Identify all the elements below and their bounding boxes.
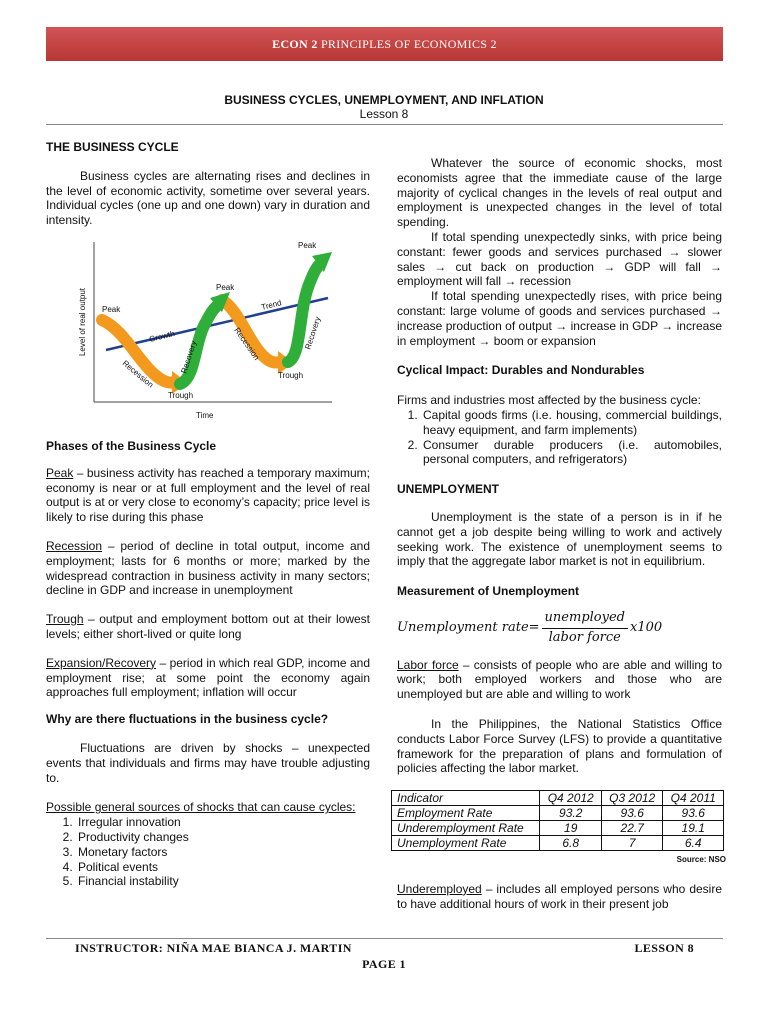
underemployed-definition: Underemployed – includes all employed persons who desire to have additional hours of work in their present job — [397, 881, 722, 911]
growth-label: Growth — [148, 328, 176, 344]
list-item: 3. Monetary factors — [76, 845, 370, 860]
spending-rises-paragraph: If total spending unexpectedly rises, with price being constant: large volume of goods and services purchased → increase production of output → increase in GDP → increase in employment → boom or expansion — [397, 289, 722, 348]
list-item: 1. Capital goods firms (i.e. housing, commercial buildings, heavy equipment, and farm implements) — [421, 408, 722, 438]
recession-label-1: Recession — [120, 358, 156, 390]
course-code: ECON 2 — [272, 37, 318, 51]
table-cell: 93.6 — [663, 806, 724, 821]
formula-lhs: Unemployment rate — [397, 619, 529, 635]
fluctuations-heading: Why are there fluctuations in the business cycle? — [46, 712, 329, 727]
fluctuations-paragraph: Fluctuations are driven by shocks – unexpected events that individuals and firms may have trouble adjusting to. — [46, 740, 370, 785]
lesson-label: Lesson 8 — [359, 107, 409, 121]
peak-definition: Peak – business activity has reached a temporary maximum; economy is near or at full employment and the level of real output is at or very close to economy’s capacity; price level is likely to rise during this phase — [46, 465, 370, 525]
recession-label-2: Recession — [232, 325, 262, 362]
shock-sources-list — [46, 815, 370, 889]
labor-force-table — [391, 790, 724, 851]
left-column — [46, 140, 370, 889]
underemployed-term: Underemployed — [397, 881, 482, 896]
table-cell: 19.1 — [663, 821, 724, 836]
trough-term: Trough — [46, 612, 84, 627]
labor-force-term: Labor force — [397, 657, 459, 672]
recession-definition: Recession – period of decline in total output, income and employment; lasts for 6 months or more; marked by the widespread contraction in business activity in many sectors; decline in GDP and increase in unemployment — [46, 538, 370, 598]
table-cell: 93.2 — [540, 806, 601, 821]
formula-fraction — [542, 611, 628, 646]
table-header-cell: Q4 2011 — [663, 791, 724, 806]
spending-sinks-paragraph: If total spending unexpectedly sinks, with price being constant: fewer goods and services purchased → slower sales → cut back on production → GDP will fall → employment will fall → recession — [397, 229, 722, 289]
footer-lesson: LESSON 8 — [634, 941, 694, 955]
trend-label: Trend — [260, 298, 283, 312]
unemployment-paragraph: Unemployment is the state of a person is in if he cannot get a job despite being willing to work and actively seeking work. The existence of unemployment seems to imply that the aggregate labor market is not in equilibrium. — [397, 509, 722, 569]
table-header-cell: Q4 2012 — [540, 791, 601, 806]
expansion-definition: Expansion/Recovery – period in which real GDP, income and employment rise; at some point the economy again approaches full employment; inflation will occur — [46, 655, 370, 700]
formula-denominator: labor force — [548, 629, 621, 645]
list-item: 2. Consumer durable producers (i.e. automobiles, personal computers, and refrigerators) — [421, 438, 722, 468]
title-rule — [46, 124, 723, 125]
unemployment-rate-formula: Unemployment rate = $\frac{\text{unemployed}}{\text{labor force}}$ x100 — [397, 609, 663, 645]
table-row — [392, 836, 724, 851]
table-cell: 93.6 — [601, 806, 662, 821]
table-cell: Employment Rate — [392, 806, 540, 821]
table-cell: 6.4 — [663, 836, 724, 851]
recovery-label-1: Recovery — [179, 339, 199, 375]
peak-label-2: Peak — [216, 282, 235, 292]
peak-term: Peak — [46, 465, 74, 480]
right-column — [397, 156, 726, 911]
measurement-heading: Measurement of Unemployment — [397, 584, 580, 599]
expansion-term: Expansion/Recovery — [46, 655, 157, 670]
table-cell: Underemployment Rate — [392, 821, 540, 836]
course-name: PRINCIPLES OF ECONOMICS 2 — [320, 37, 497, 51]
table-row — [392, 806, 724, 821]
formula-numerator: unemployed — [542, 611, 628, 629]
chart-ylabel: Level of real output — [78, 287, 87, 357]
cyclical-impact-intro: Firms and industries most affected by the business cycle: — [397, 393, 701, 408]
table-header-cell: Indicator — [392, 791, 540, 806]
lfs-paragraph: In the Philippines, the National Statistics Office conducts Labor Force Survey (LFS) to provide a quantitative framework for the preparation of plans and formulation of policies affecting the labor market. — [397, 716, 722, 776]
unemployment-heading: UNEMPLOYMENT — [397, 482, 499, 497]
list-item: 2. Productivity changes — [76, 830, 370, 845]
chart-xlabel: Time — [196, 410, 214, 420]
business-cycle-intro: Business cycles are alternating rises and declines in the level of economic activity, sometime over several years. Individual cycles (one up and one down) vary in duration and intensity. — [46, 168, 370, 228]
peak-label-1: Peak — [102, 304, 121, 314]
table-source: Source: NSO — [676, 855, 726, 865]
recession-term: Recession — [46, 538, 103, 553]
trough-label-2: Trough — [278, 370, 304, 380]
trough-label-1: Trough — [168, 390, 194, 400]
list-item: 1. Irregular innovation — [76, 815, 370, 830]
trough-definition: Trough – output and employment bottom out at their lowest levels; either short-lived or quite long — [46, 612, 370, 641]
peak-label-3: Peak — [298, 240, 317, 250]
table-cell: 7 — [601, 836, 662, 851]
cyclical-impact-heading: Cyclical Impact: Durables and Nondurables — [397, 363, 645, 378]
table-cell: 6.8 — [540, 836, 601, 851]
cyclical-impact-list — [397, 408, 722, 467]
business-cycle-chart — [76, 238, 334, 424]
list-item: 4. Political events — [76, 860, 370, 875]
shock-sources-heading: Possible general sources of shocks that can cause cycles: — [46, 800, 356, 815]
labor-force-definition: Labor force – consists of people who are able and willing to work; both employed workers and those who are unemployed but are able and willing to work — [397, 657, 722, 702]
table-header-row — [392, 791, 724, 806]
footer-rule — [46, 938, 723, 939]
formula-multiplier: x100 — [629, 619, 663, 635]
phases-heading: Phases of the Business Cycle — [46, 438, 217, 453]
recovery-label-2: Recovery — [303, 315, 323, 351]
list-item: 5. Financial instability — [76, 874, 370, 889]
table-cell: 22.7 — [601, 821, 662, 836]
table-cell: 19 — [540, 821, 601, 836]
business-cycle-heading: THE BUSINESS CYCLE — [46, 140, 179, 154]
course-banner — [46, 27, 723, 61]
table-row — [392, 821, 724, 836]
table-cell: Unemployment Rate — [392, 836, 540, 851]
shocks-paragraph: Whatever the source of economic shocks, most economists agree that the immediate cause of the large majority of cyclical changes in the levels of real output and employment is unexpected changes in the level of total spending. — [397, 156, 722, 230]
footer-instructor: INSTRUCTOR: NIÑA MAE BIANCA J. MARTIN — [75, 941, 352, 955]
table-header-cell: Q3 2012 — [601, 791, 662, 806]
footer-page-number: PAGE 1 — [362, 957, 406, 971]
document-title: BUSINESS CYCLES, UNEMPLOYMENT, AND INFLATION — [224, 93, 544, 107]
